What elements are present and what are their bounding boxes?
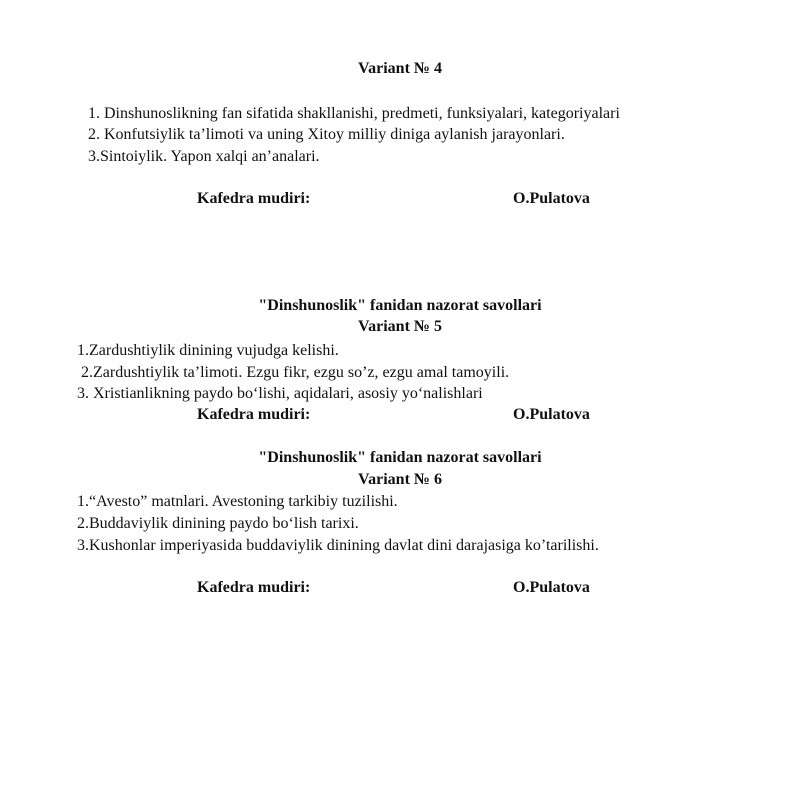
variant-5-question-2: 2.Zardushtiylik ta’limoti. Ezgu fikr, ezgu so’z, ezgu amal tamoyili. xyxy=(81,364,510,381)
variant-5-head-label: Kafedra mudiri: xyxy=(197,406,311,423)
variant-6-question-3: 3.Kushonlar imperiyasida buddaviylik dinining davlat dini darajasiga ko’tarilishi. xyxy=(77,537,599,554)
variant-6-heading: Variant № 6 xyxy=(358,471,442,488)
variant-5-title: "Dinshunoslik" fanidan nazorat savollari xyxy=(258,297,542,314)
variant-4-head-name: O.Pulatova xyxy=(513,190,590,207)
variant-6-head-name: O.Pulatova xyxy=(513,579,590,596)
variant-5-question-1: 1.Zardushtiylik dinining vujudga kelishi. xyxy=(77,342,339,359)
variant-5-heading: Variant № 5 xyxy=(358,318,442,335)
variant-6-head-label: Kafedra mudiri: xyxy=(197,579,311,596)
variant-4-question-3: 3.Sintoiylik. Yapon xalqi an’analari. xyxy=(88,148,320,165)
variant-5-head-name: O.Pulatova xyxy=(513,406,590,423)
variant-4-heading: Variant № 4 xyxy=(358,60,442,77)
variant-6-title: "Dinshunoslik" fanidan nazorat savollari xyxy=(258,449,542,466)
variant-5-question-3: 3. Xristianlikning paydo bo‘lishi, aqidalari, asosiy yo‘nalishlari xyxy=(77,385,483,402)
variant-4-question-2: 2. Konfutsiylik ta’limoti va uning Xitoy milliy diniga aylanish jarayonlari. xyxy=(88,126,565,143)
variant-4-question-1: 1. Dinshunoslikning fan sifatida shakllanishi, predmeti, funksiyalari, kategoriyalari xyxy=(88,105,620,122)
variant-6-question-1: 1.“Avesto” matnlari. Avestoning tarkibiy tuzilishi. xyxy=(77,493,398,510)
variant-6-question-2: 2.Buddaviylik dinining paydo bo‘lish tarixi. xyxy=(77,515,359,532)
variant-4-head-label: Kafedra mudiri: xyxy=(197,190,311,207)
